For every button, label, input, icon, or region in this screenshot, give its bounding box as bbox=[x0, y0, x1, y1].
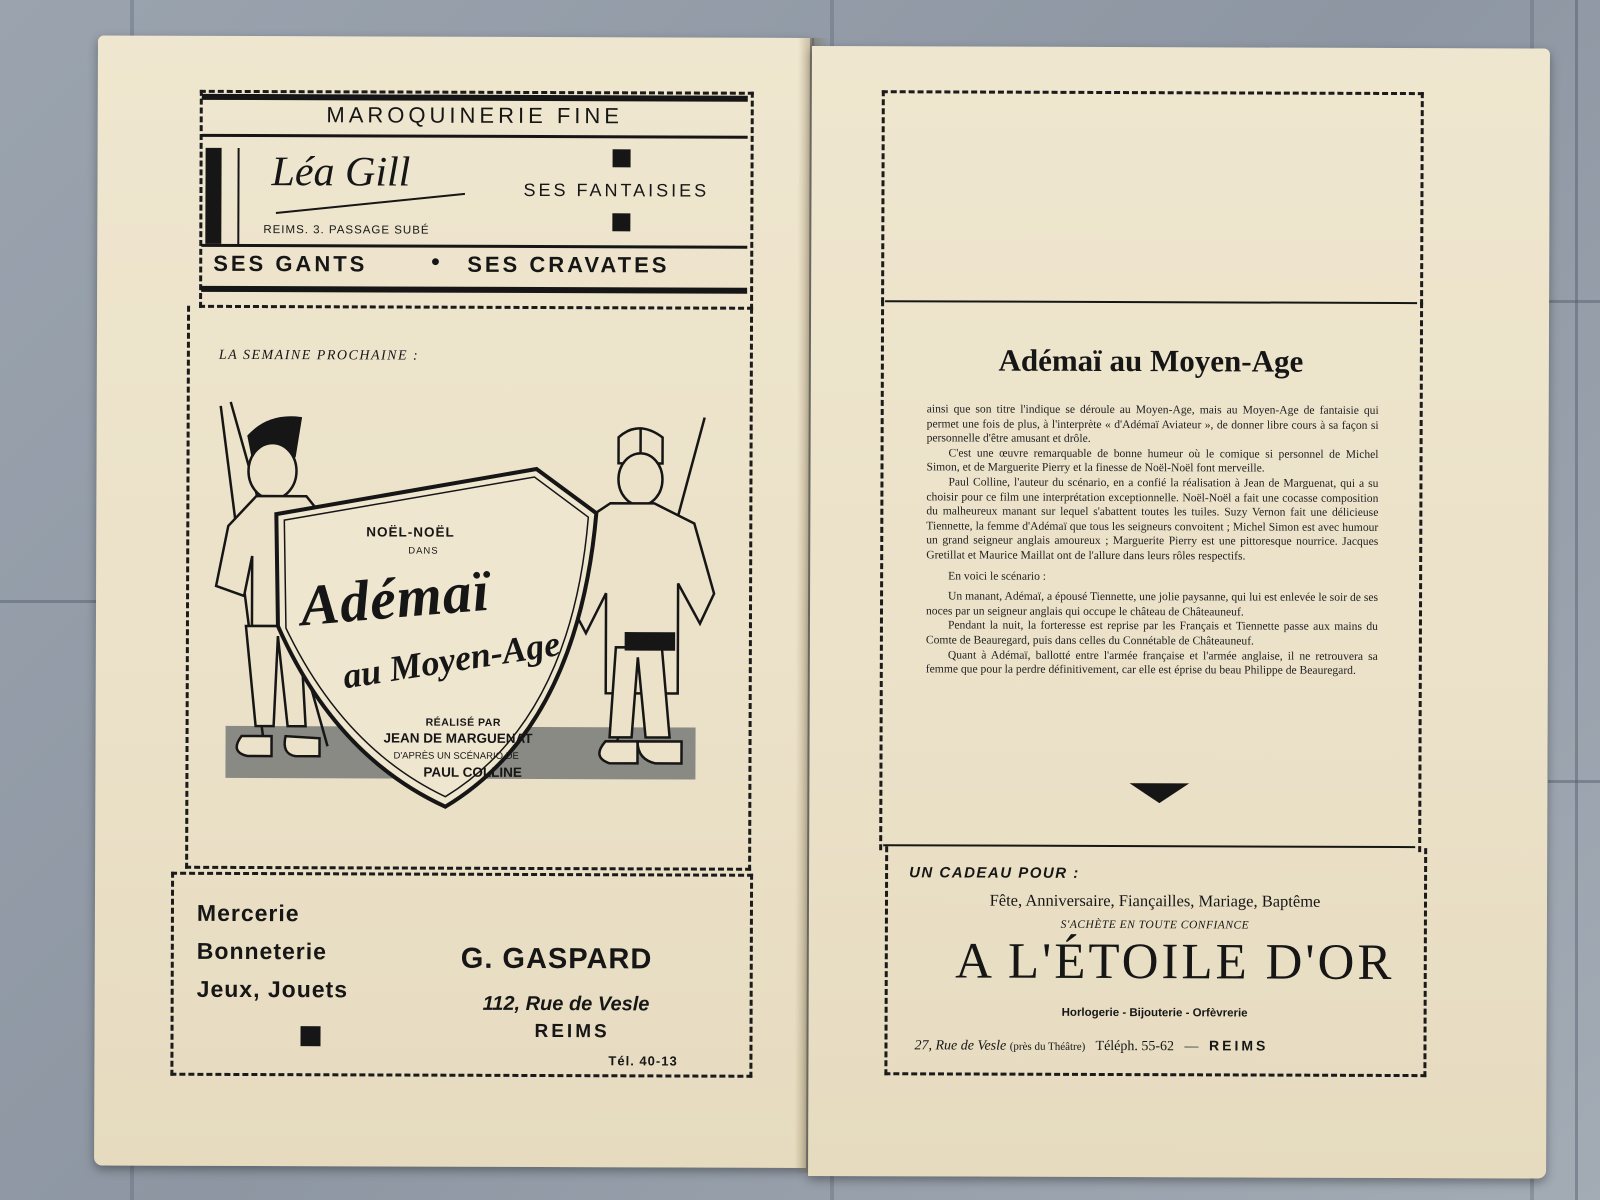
right-page bbox=[808, 46, 1550, 1179]
ad-phone: Tél. 40-13 bbox=[608, 1053, 678, 1069]
ad-ties: SES CRAVATES bbox=[467, 251, 670, 278]
ad-item-mercerie: Mercerie bbox=[196, 899, 300, 927]
jeweler-contact bbox=[914, 1036, 1268, 1055]
poster-writer: PAUL COLLINE bbox=[423, 764, 522, 780]
ad-shop-name: G. GASPARD bbox=[460, 942, 653, 976]
ad-side-bar bbox=[205, 148, 221, 244]
synopsis-paragraph: Quant à Adémaï, ballotté entre l'armée française et l'armée anglaise, il ne retrouvera sa femme que pour la perdre définitivement, car elle est éprise du beau Philippe de Beauregard. bbox=[925, 647, 1378, 677]
ad-item-bonneterie: Bonneterie bbox=[196, 937, 328, 965]
tile-grout bbox=[1575, 0, 1578, 1200]
jeweler-trades: Horlogerie - Bijouterie - Orfèvrerie bbox=[1061, 1006, 1248, 1020]
poster-after: D'APRÈS UN SCÉNARIO DE bbox=[393, 750, 519, 762]
ad-city: REIMS bbox=[534, 1020, 610, 1043]
synopsis-paragraph: ainsi que son titre l'indique se déroule au Moyen-Age, mais au Moyen-Age de fantaisie qui permet une fois de plus, à l'interprète « d'Adémaï Aviateur », de donner libre cours à sa façon si personnelle d'être amusant et drôle. bbox=[926, 402, 1379, 446]
poster-star: NOËL-NOËL bbox=[366, 524, 455, 540]
synopsis-paragraph: Paul Colline, l'auteur du scénario, en a confié la réalisation à Jean de Marguenat, qui a su choisir pour ce film une interprétation exceptionnelle. Noël-Noël a fait une cocasse composition du malheureux manant sur lequel s'abattent toutes les tuiles. Suzy Vernon fait une délicieuse Tiennette, la femme d'Adémaï que tous les seigneurs convoitent ; Michel Simon est avec humour un grand seigneur anglais amoureux ; Marguerite Pierry est une pittoresque nourrice. Jacques Gretillat et Maurice Maillat ont de l'allure dans leurs rôles respectifs. bbox=[926, 475, 1379, 563]
ad-bottom-items bbox=[197, 894, 349, 1009]
poster-dans: DANS bbox=[408, 545, 439, 557]
ad-address: REIMS. 3. PASSAGE SUBÉ bbox=[263, 224, 430, 237]
jeweler-street: 27, Rue de Vesle bbox=[914, 1038, 1007, 1054]
right-soldier-figure bbox=[569, 417, 714, 764]
ad-side-rule bbox=[237, 148, 239, 246]
jeweler-phone: Téléph. 55-62 bbox=[1095, 1038, 1175, 1055]
tile-grout bbox=[1548, 300, 1600, 303]
ad-street: 112, Rue de Vesle bbox=[482, 992, 650, 1016]
ad-heading: MAROQUINERIE FINE bbox=[326, 102, 624, 129]
ad-bullet: • bbox=[431, 248, 440, 276]
gift-trust: S'ACHÈTE EN TOUTE CONFIANCE bbox=[1060, 918, 1250, 932]
synopsis-text bbox=[926, 402, 1379, 678]
tile-grout bbox=[0, 600, 96, 603]
jeweler-city: REIMS bbox=[1209, 1037, 1269, 1054]
jeweler-dash: — bbox=[1184, 1039, 1199, 1055]
ad-gloves: SES GANTS bbox=[213, 250, 368, 277]
ad-bottom-square bbox=[300, 1026, 320, 1046]
synopsis-paragraph: C'est une œuvre remarquable de bonne humeur où le comique si personnel de Michel Simon, et de Marguerite Pierry et la finesse de Noël-Noël font merveille. bbox=[926, 446, 1379, 475]
ad-square-top bbox=[613, 149, 631, 167]
left-page bbox=[94, 35, 810, 1167]
open-booklet bbox=[94, 35, 1550, 1190]
tile-grout bbox=[1548, 780, 1600, 783]
synopsis-paragraph: Pendant la nuit, la forteresse est reprise par les Français et Tiennette passe aux mains du Comte de Beauregard, puis dans celles du Connétable de Châteauneuf. bbox=[925, 618, 1378, 648]
ad-square-bottom bbox=[612, 213, 630, 231]
film-title: Adémaï au Moyen-Age bbox=[998, 342, 1304, 379]
ad-tagline: SES FANTAISIES bbox=[523, 179, 710, 201]
next-week-label: LA SEMAINE PROCHAINE : bbox=[218, 347, 420, 364]
brand-signature: Léa Gill bbox=[271, 149, 411, 196]
poster-title-line1: Adémaï bbox=[297, 557, 493, 639]
synopsis-paragraph: Un manant, Adémaï, a épousé Tiennette, une jolie paysanne, qui lui est enlevée le soir de ses noces par un seigneur anglais qui occupe le château de Châteauneuf. bbox=[925, 589, 1379, 619]
poster-director: JEAN DE MARGUENAT bbox=[383, 730, 533, 746]
jeweler-near: (près du Théâtre) bbox=[1009, 1040, 1086, 1053]
synopsis-paragraph: En voici le scénario : bbox=[948, 568, 1047, 583]
poster-title-line2: au Moyen-Age bbox=[340, 623, 563, 697]
gift-label: UN CADEAU POUR : bbox=[909, 864, 1080, 882]
empty-ad-frame bbox=[881, 90, 1424, 305]
ad-item-jeux: Jeux, Jouets bbox=[196, 975, 349, 1003]
down-triangle-icon bbox=[1129, 783, 1189, 805]
jeweler-name: A L'ÉTOILE D'OR bbox=[955, 933, 1395, 991]
poster-realise-par: RÉALISÉ PAR bbox=[425, 716, 501, 729]
gift-occasions: Fête, Anniversaire, Fiançailles, Mariage, Baptême bbox=[989, 890, 1321, 911]
